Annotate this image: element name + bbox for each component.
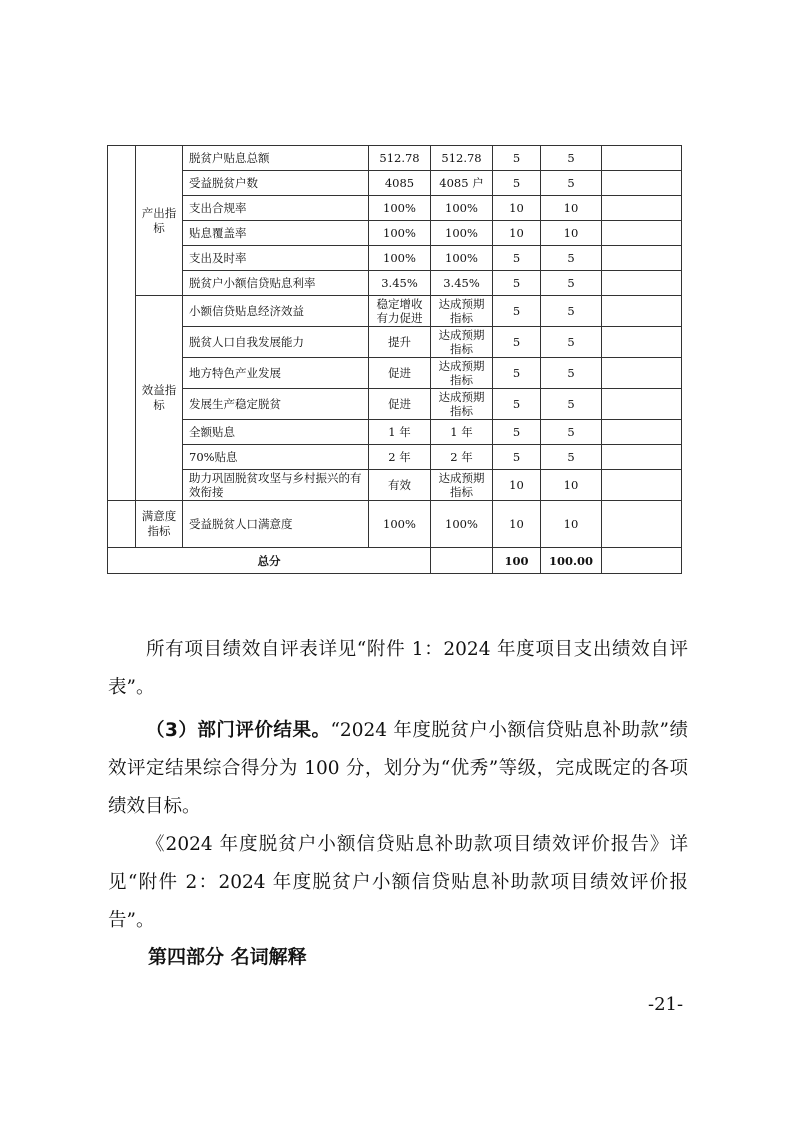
- weight-cell: 5: [493, 296, 541, 327]
- table-row: [108, 171, 682, 196]
- target-cell: 3.45%: [369, 271, 431, 296]
- weight-cell: 10: [493, 221, 541, 246]
- score-cell: 5: [541, 420, 602, 445]
- category-cell: 效益指标: [136, 296, 183, 501]
- total-score: 100.00: [541, 548, 602, 574]
- actual-cell: 1 年: [431, 420, 493, 445]
- weight-cell: 5: [493, 420, 541, 445]
- note-cell: [602, 327, 682, 358]
- target-cell: 4085: [369, 171, 431, 196]
- actual-cell: 2 年: [431, 445, 493, 470]
- paragraph-appendix-2: [108, 826, 688, 940]
- indicator-cell: 贴息覆盖率: [183, 221, 369, 246]
- total-label: 总分: [108, 548, 431, 574]
- score-cell: 5: [541, 171, 602, 196]
- target-cell: 2 年: [369, 445, 431, 470]
- score-cell: 5: [541, 246, 602, 271]
- table-row: [108, 221, 682, 246]
- table-row: [108, 327, 682, 358]
- weight-cell: 10: [493, 470, 541, 501]
- target-cell: 100%: [369, 501, 431, 548]
- actual-cell: 512.78: [431, 146, 493, 171]
- weight-cell: 5: [493, 271, 541, 296]
- section-heading: 第四部分 名词解释: [148, 946, 307, 968]
- indicator-cell: 发展生产稳定脱贫: [183, 389, 369, 420]
- score-cell: 10: [541, 470, 602, 501]
- target-cell: 100%: [369, 246, 431, 271]
- target-cell: 100%: [369, 196, 431, 221]
- indicator-cell: 小额信贷贴息经济效益: [183, 296, 369, 327]
- table-row: [108, 389, 682, 420]
- actual-cell: 100%: [431, 501, 493, 548]
- indicator-cell: 脱贫人口自我发展能力: [183, 327, 369, 358]
- score-cell: 5: [541, 146, 602, 171]
- table-row: [108, 445, 682, 470]
- actual-cell: 100%: [431, 196, 493, 221]
- blank-cell: [431, 548, 493, 574]
- paragraph-appendix-1: [108, 631, 688, 707]
- actual-cell: 达成预期指标: [431, 296, 493, 327]
- weight-cell: 10: [493, 196, 541, 221]
- indicator-cell: 脱贫户贴息总额: [183, 146, 369, 171]
- total-weight: 100: [493, 548, 541, 574]
- actual-cell: 4085 户: [431, 171, 493, 196]
- note-cell: [602, 221, 682, 246]
- weight-cell: 5: [493, 146, 541, 171]
- note-cell: [602, 246, 682, 271]
- target-cell: 512.78: [369, 146, 431, 171]
- indicator-cell: 地方特色产业发展: [183, 358, 369, 389]
- score-cell: 5: [541, 389, 602, 420]
- actual-cell: 达成预期指标: [431, 327, 493, 358]
- table-row: [108, 296, 682, 327]
- actual-cell: 3.45%: [431, 271, 493, 296]
- score-cell: 10: [541, 221, 602, 246]
- note-cell: [602, 271, 682, 296]
- category-cell: 满意度指标: [136, 501, 183, 548]
- paragraph-text: “2024 年度脱贫户小额信贷贴息补助款”绩效评定结果综合得分为 100 分，划分为“优秀”等级，完成既定的各项绩效目标。: [108, 720, 688, 817]
- target-cell: 100%: [369, 221, 431, 246]
- actual-cell: 达成预期指标: [431, 470, 493, 501]
- table-row: [108, 146, 682, 171]
- weight-cell: 5: [493, 171, 541, 196]
- page-number: -21-: [648, 994, 684, 1015]
- weight-cell: 5: [493, 327, 541, 358]
- target-cell: 有效: [369, 470, 431, 501]
- indicator-cell: 全额贴息: [183, 420, 369, 445]
- blank-cell: [108, 146, 136, 501]
- table-row: [108, 246, 682, 271]
- note-cell: [602, 501, 682, 548]
- target-cell: 稳定增收有力促进: [369, 296, 431, 327]
- paragraph-evaluation-result: [108, 712, 688, 826]
- note-cell: [602, 171, 682, 196]
- target-cell: 促进: [369, 358, 431, 389]
- table-row: [108, 358, 682, 389]
- weight-cell: 10: [493, 501, 541, 548]
- table-row: [108, 501, 682, 548]
- note-cell: [602, 389, 682, 420]
- weight-cell: 5: [493, 389, 541, 420]
- note-cell: [602, 146, 682, 171]
- note-cell: [602, 196, 682, 221]
- actual-cell: 达成预期指标: [431, 358, 493, 389]
- score-cell: 5: [541, 358, 602, 389]
- section-label: （3）部门评价结果。: [146, 720, 331, 741]
- total-row: [108, 548, 682, 574]
- score-cell: 5: [541, 296, 602, 327]
- indicator-cell: 支出合规率: [183, 196, 369, 221]
- score-cell: 10: [541, 196, 602, 221]
- actual-cell: 100%: [431, 221, 493, 246]
- score-cell: 5: [541, 271, 602, 296]
- indicator-cell: 脱贫户小额信贷贴息利率: [183, 271, 369, 296]
- target-cell: 促进: [369, 389, 431, 420]
- indicator-cell: 70%贴息: [183, 445, 369, 470]
- paragraph-text: 《2024 年度脱贫户小额信贷贴息补助款项目绩效评价报告》详见“附件 2：2024 年度脱贫户小额信贷贴息补助款项目绩效评价报告”。: [108, 834, 688, 931]
- category-cell: 产出指标: [136, 146, 183, 296]
- blank-cell: [602, 548, 682, 574]
- table-row: [108, 196, 682, 221]
- note-cell: [602, 470, 682, 501]
- score-cell: 10: [541, 501, 602, 548]
- actual-cell: 100%: [431, 246, 493, 271]
- performance-table: [107, 145, 682, 574]
- weight-cell: 5: [493, 445, 541, 470]
- note-cell: [602, 420, 682, 445]
- score-cell: 5: [541, 327, 602, 358]
- weight-cell: 5: [493, 358, 541, 389]
- target-cell: 1 年: [369, 420, 431, 445]
- table-row: [108, 271, 682, 296]
- indicator-cell: 受益脱贫人口满意度: [183, 501, 369, 548]
- note-cell: [602, 445, 682, 470]
- indicator-cell: 助力巩固脱贫攻坚与乡村振兴的有效衔接: [183, 470, 369, 501]
- actual-cell: 达成预期指标: [431, 389, 493, 420]
- weight-cell: 5: [493, 246, 541, 271]
- note-cell: [602, 358, 682, 389]
- score-cell: 5: [541, 445, 602, 470]
- note-cell: [602, 296, 682, 327]
- table-row: [108, 470, 682, 501]
- indicator-cell: 支出及时率: [183, 246, 369, 271]
- indicator-cell: 受益脱贫户数: [183, 171, 369, 196]
- target-cell: 提升: [369, 327, 431, 358]
- table-row: [108, 420, 682, 445]
- blank-cell: [108, 501, 136, 548]
- paragraph-text: 所有项目绩效自评表详见“附件 1：2024 年度项目支出绩效自评表”。: [108, 639, 688, 698]
